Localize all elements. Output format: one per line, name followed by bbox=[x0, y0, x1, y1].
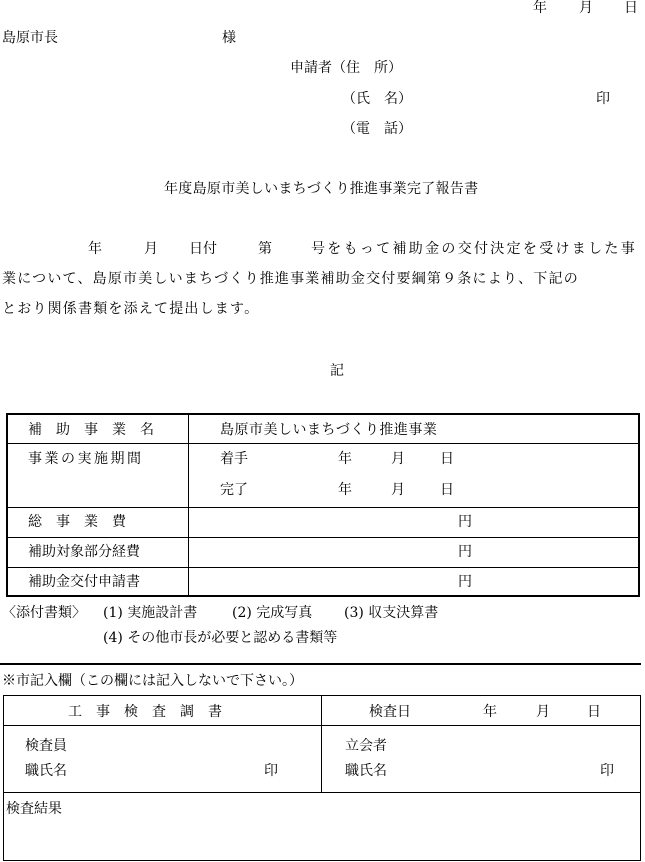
inspection-date-label: 検査日 bbox=[369, 704, 411, 720]
date-month: 月 bbox=[579, 0, 593, 16]
inspection-header-divider bbox=[4, 725, 640, 726]
attachments-label: 〈添付書類〉 bbox=[2, 605, 86, 621]
attachment-item-1: (1) 実施設計書 bbox=[103, 605, 198, 621]
applicant-seal: 印 bbox=[596, 91, 610, 107]
date-year: 年 bbox=[533, 0, 547, 16]
end-day: 日 bbox=[440, 482, 454, 498]
total-cost-yen: 円 bbox=[458, 514, 472, 530]
table-row-divider bbox=[8, 443, 638, 444]
inspector-label: 検査員 bbox=[25, 738, 67, 754]
end-label: 完了 bbox=[220, 482, 248, 498]
start-year: 年 bbox=[338, 451, 352, 467]
inspection-table bbox=[3, 695, 641, 861]
section-divider bbox=[0, 663, 641, 665]
city-section-note: ※市記入欄（この欄には記入しないで下さい。） bbox=[2, 673, 303, 689]
attachment-item-3: (3) 収支決算書 bbox=[344, 605, 439, 621]
start-label: 着手 bbox=[220, 451, 248, 467]
end-year: 年 bbox=[338, 482, 352, 498]
total-cost-label: 総 事 業 費 bbox=[28, 514, 126, 530]
body-month: 月 bbox=[144, 241, 158, 257]
honorific: 様 bbox=[222, 30, 236, 46]
subsidy-application-yen: 円 bbox=[458, 574, 472, 590]
inspection-vline bbox=[321, 696, 322, 792]
inspector-name-label: 職氏名 bbox=[25, 763, 67, 779]
ki-mark: 記 bbox=[330, 363, 344, 379]
implementation-period-label: 事業の実施期間 bbox=[28, 451, 144, 467]
end-month: 月 bbox=[391, 482, 405, 498]
table-row-divider bbox=[8, 567, 638, 568]
eligible-cost-yen: 円 bbox=[458, 544, 472, 560]
body-year: 年 bbox=[88, 241, 102, 257]
inspector-seal: 印 bbox=[264, 763, 278, 779]
applicant-address-label: 申請者（住 所） bbox=[290, 60, 402, 76]
applicant-phone-label: （電 話） bbox=[342, 121, 412, 137]
start-month: 月 bbox=[391, 451, 405, 467]
project-name-label: 補 助 事 業 名 bbox=[28, 422, 154, 438]
body-dated: 日付 bbox=[189, 241, 217, 257]
project-name-value: 島原市美しいまちづくり推進事業 bbox=[220, 422, 438, 438]
inspection-result-label: 検査結果 bbox=[6, 801, 62, 817]
table-column-divider bbox=[188, 415, 189, 595]
project-table bbox=[6, 413, 640, 597]
attachment-item-4: (4) その他市長が必要と認める書類等 bbox=[103, 630, 338, 646]
witness-label: 立会者 bbox=[345, 738, 387, 754]
document-title: 年度島原市美しいまちづくり推進事業完了報告書 bbox=[164, 181, 479, 197]
body-number-prefix: 第 bbox=[258, 241, 272, 257]
start-day: 日 bbox=[440, 451, 454, 467]
table-row-divider bbox=[8, 507, 638, 508]
applicant-name-label: （氏 名） bbox=[342, 91, 412, 107]
inspection-day: 日 bbox=[587, 704, 601, 720]
witness-seal: 印 bbox=[600, 763, 614, 779]
inspection-body-divider bbox=[4, 792, 640, 793]
addressee: 島原市長 bbox=[2, 30, 58, 46]
inspection-month: 月 bbox=[536, 704, 550, 720]
eligible-cost-label: 補助対象部分経費 bbox=[28, 544, 140, 560]
witness-name-label: 職氏名 bbox=[345, 763, 387, 779]
body-line1-rest: 号をもって補助金の交付決定を受けました事 bbox=[311, 241, 637, 257]
inspection-year: 年 bbox=[483, 704, 497, 720]
inspection-doc-title: 工 事 検 査 調 書 bbox=[68, 704, 222, 720]
body-line3: とおり関係書類を添えて提出します。 bbox=[2, 301, 260, 317]
table-row-divider bbox=[8, 537, 638, 538]
body-line2: 業について、島原市美しいまちづくり推進事業補助金交付要綱第９条により、下記の bbox=[2, 271, 579, 287]
attachment-item-2: (2) 完成写真 bbox=[232, 605, 313, 621]
date-day: 日 bbox=[624, 0, 638, 16]
subsidy-application-label: 補助金交付申請書 bbox=[28, 574, 140, 590]
